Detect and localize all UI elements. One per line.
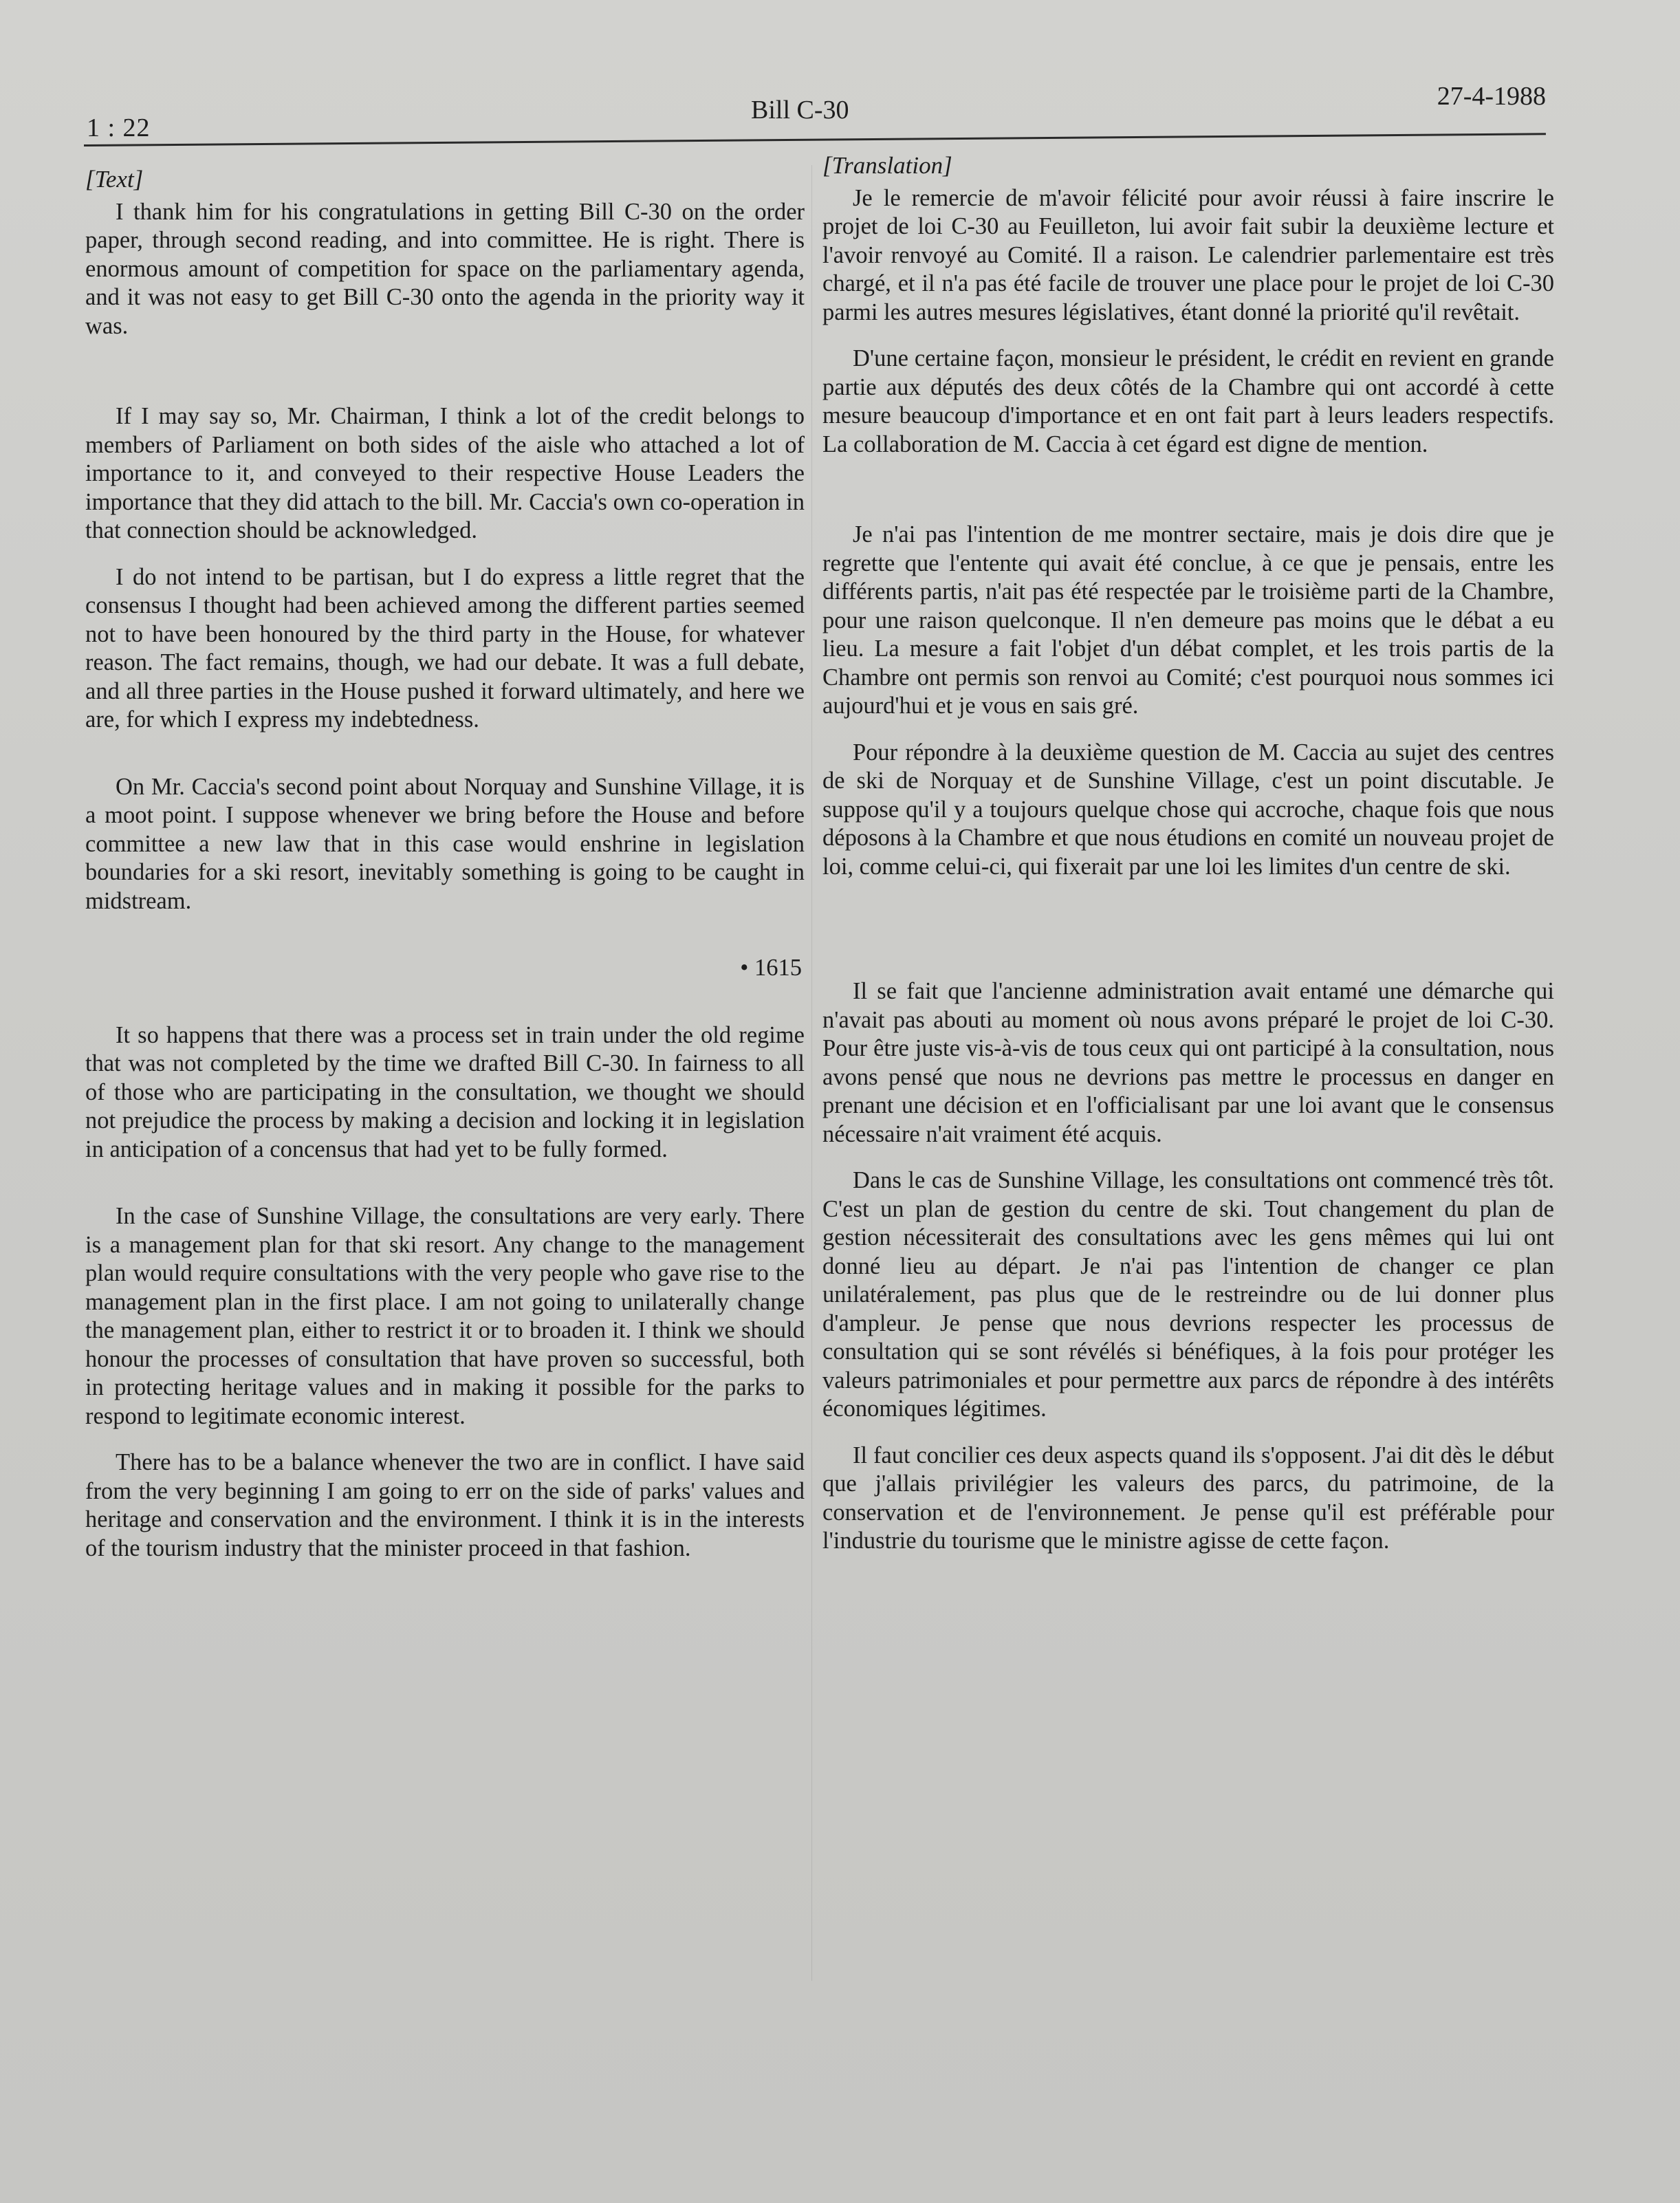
- english-column: [85, 165, 805, 1563]
- header-rule: [84, 133, 1546, 146]
- french-paragraph-2: D'une certaine façon, monsieur le président, le crédit en revient en grande partie aux députés des deux côtés de la Chambre qui ont accordé à cette mesure beaucoup d'importance et en ont fait part à leurs leaders respectifs. La collaboration de M. Caccia à cet égard est digne de mention.: [822, 345, 1554, 457]
- english-paragraph-3: I do not intend to be partisan, but I do express a little regret that the consensus I thought had been achieved among the different parties seemed not to have been honoured by the third party in the House, for whatever reason. The fact remains, though, we had our debate. It was a full debate, and all three parties in the House pushed it forward ultimately, and here we are, for which I express my indebtedness.: [85, 563, 805, 732]
- english-paragraph-6: In the case of Sunshine Village, the consultations are very early. There is a management plan for that ski resort. Any change to the management plan would require consultations with the very people who gave rise to the management plan in the first place. I am not going to unilaterally change the management plan, either to restrict it or to broaden it. I think we should honour the processes of consultation that have proven so successful, both in protecting heritage values and in making it possible for the parks to respond to legitimate economic interest.: [85, 1203, 805, 1429]
- english-paragraph-7: There has to be a balance whenever the two are in conflict. I have said from the very beginning I am going to err on the side of parks' values and heritage and conservation and the environment. I think it is in the interests of the tourism industry that the minister proceed in that fashion.: [85, 1449, 805, 1561]
- french-paragraph-7: Il faut concilier ces deux aspects quand ils s'opposent. J'ai dit dès le début que j'allais privilégier les valeurs des parcs, du patrimoine, de la conservation et de l'environnement. Je pense qu'il est préférable pour l'industrie du tourisme que le ministre agisse de cette façon.: [822, 1442, 1554, 1554]
- french-paragraph-3: Je n'ai pas l'intention de me montrer sectaire, mais je dois dire que je regrette que l'entente qui avait été conclue, à ce que je pensais, entre les différents partis, n'ait pas été respectée par le troisième parti de la Chambre, pour une raison quelconque. Il n'en demeure pas moins que le débat a eu lieu. La mesure a fait l'objet d'un débat complet, et les trois partis de la Chambre ont permis son renvoi au Comité; c'est pourquoi nous sommes ici aujourd'hui et je vous en sais gré.: [822, 521, 1554, 719]
- english-paragraph-1: I thank him for his congratulations in getting Bill C-30 on the order paper, through second reading, and into committee. He is right. There is enormous amount of competition for space on the parliamentary agenda, and it was not easy to get Bill C-30 onto the agenda in the priority way it was.: [85, 198, 805, 339]
- header-date: 27-4-1988: [1437, 82, 1546, 111]
- french-column: [822, 151, 1554, 1556]
- french-paragraph-6: Dans le cas de Sunshine Village, les consultations ont commencé très tôt. C'est un plan de gestion du centre de ski. Tout changement du plan de gestion nécessiterait des consultations avec les gens mêmes qui lui ont donné lieu au départ. Je n'ai pas l'intention de changer ce plan unilatéralement, pas plus que de le restreindre ou de lui donner plus d'ampleur. Je pense que nous devrions respecter les processus de consultation qui se sont révélés si bénéfiques, à la fois pour protéger les valeurs patrimoniales et pour permettre aux parcs de répondre à des intérêts économiques légitimes.: [822, 1167, 1554, 1422]
- french-paragraph-5: Il se fait que l'ancienne administration avait entamé une démarche qui n'avait pas abouti au moment où nous avons préparé le projet de loi C-30. Pour être juste vis-à-vis de tous ceux qui ont participé à la consultation, nous avons pensé que nous ne devrions pas mettre le processus en danger en prenant une décision et en l'officialisant par une loi avant que le consensus nécessaire n'ait vraiment été acquis.: [822, 978, 1554, 1147]
- page-number: 1 : 22: [87, 113, 151, 142]
- french-paragraph-1: Je le remercie de m'avoir félicité pour avoir réussi à faire inscrire le projet de loi C-30 au Feuilleton, lui avoir fait subir la deuxième lecture et l'avoir renvoyé au Comité. Il a raison. Le calendrier parlementaire est très chargé, et il n'a pas été facile de trouver une place pour le projet de loi C-30 parmi les autres mesures législatives, étant donné la priorité qu'il revêtait.: [822, 184, 1554, 325]
- language-tag-text: [Text]: [85, 166, 144, 193]
- english-paragraph-2: If I may say so, Mr. Chairman, I think a lot of the credit belongs to members of Parliament on both sides of the aisle who attached a lot of importance to it, and conveyed to their respective House Leaders the importance that they did attach to the bill. Mr. Caccia's own co-operation in that connection should be acknowledged.: [85, 403, 805, 543]
- french-paragraph-4: Pour répondre à la deuxième question de M. Caccia au sujet des centres de ski de Norquay et de Sunshine Village, c'est un point discutable. Je suppose qu'il y a toujours quelque chose qui accroche, chaque fois que nous déposons à la Chambre et que nous étudions en comité un nouveau projet de loi, comme celui-ci, qui fixerait par une loi les limites d'un centre de ski.: [822, 739, 1554, 880]
- english-paragraph-5: It so happens that there was a process set in train under the old regime that was not completed by the time we drafted Bill C-30. In fairness to all of those who are participating in the consultation, we thought we should not prejudice the process by making a decision and locking it in legislation in anticipation of a concensus that had yet to be fully formed.: [85, 1021, 805, 1162]
- column-divider: [811, 165, 812, 1981]
- english-paragraph-4: On Mr. Caccia's second point about Norquay and Sunshine Village, it is a moot point. I suppose whenever we bring before the House and before committee a new law that in this case would enshrine in legislation boundaries for a ski resort, inevitably something is going to be caught in midstream.: [85, 773, 805, 914]
- page-header: [84, 76, 1546, 144]
- time-mark: • 1615: [740, 955, 802, 981]
- language-tag-translation: [Translation]: [822, 152, 952, 179]
- running-title: Bill C-30: [751, 96, 849, 124]
